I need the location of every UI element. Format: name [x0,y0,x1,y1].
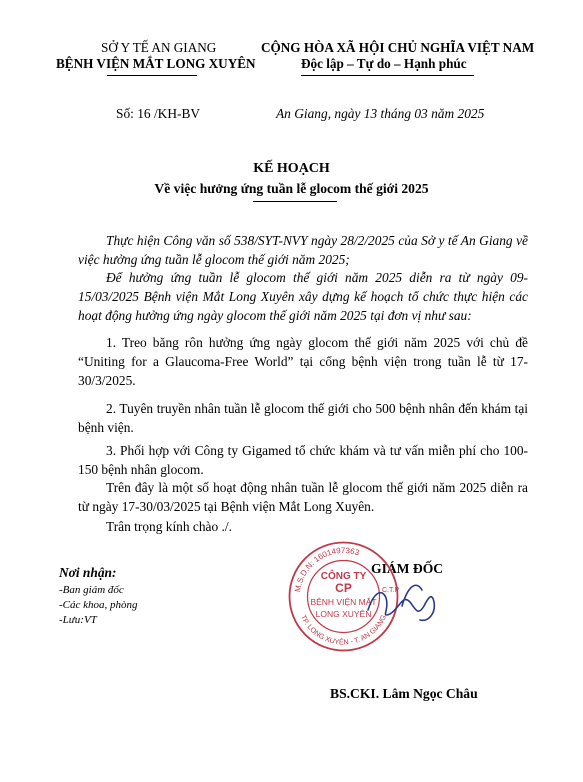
agency-name: SỞ Y TẾ AN GIANG [101,40,217,55]
plan-item-3: 3. Phối hợp với Công ty Gigamed tổ chức khám và tư vấn miễn phí cho 100-150 bệnh nhân glocom. [78,443,528,477]
document-number: Số: 16 /KH-BV [116,106,201,121]
motto-underline [301,75,474,76]
country-name: CỘNG HÒA XÃ HỘI CHỦ NGHĨA VIỆT NAM [261,40,535,55]
intro-paragraph-1: Thực hiện Công văn số 538/SYT-NVY ngày 28/2/2025 của Sở y tế An Giang về việc hưởng ứng tuần lễ glocom thế giới năm 2025; [78,233,528,267]
recipient-item: -Ban giám đốc [59,584,124,596]
document-title: KẾ HOẠCH [253,161,330,176]
stamp-ring-side: C.T.P [382,587,400,594]
stamp-line-3: BỆNH VIỆN MẮT [310,597,377,607]
signer-name: BS.CKI. Lâm Ngọc Châu [330,686,478,701]
place-date: An Giang, ngày 13 tháng 03 năm 2025 [276,106,485,121]
plan-item-1: 1. Treo băng rôn hưởng ứng ngày glocom thế giới năm 2025 với chủ đề “Uniting for a Glaucoma-Free World” tại cổng bệnh viện trong tuần lễ từ 17-30/3/2025. [78,335,528,388]
stamp-line-2: CP [335,581,352,595]
hospital-underline [107,75,197,76]
plan-item-2: 2. Tuyên truyền nhân tuần lễ glocom thế giới cho 500 bệnh nhân đến khám tại bệnh viện. [78,401,528,435]
stamp-ring-bottom: TP. LONG XUYÊN - T. AN GIANG [298,613,389,647]
national-motto: Độc lập – Tự do – Hạnh phúc [301,56,467,71]
hospital-name: BỆNH VIỆN MẮT LONG XUYÊN [56,56,256,71]
stamp-line-1: CÔNG TY [320,571,367,582]
stamp-ring-top: M.S.D.N: 1601497363 [293,545,361,593]
recipient-item: -Lưu:VT [59,614,97,626]
handwritten-signature [360,572,450,632]
title-underline [253,201,337,202]
summary-paragraph: Trên đây là một số hoạt động nhân tuần lễ glocom thế giới năm 2025 diễn ra từ ngày 17-30/03/2025 tại Bệnh viện Mắt Long Xuyên. [78,480,528,514]
closing-line: Trân trọng kính chào ./. [106,519,232,534]
stamp-line-4: LONG XUYÊN [315,609,372,619]
recipients-heading: Nơi nhận: [59,565,117,580]
signer-title: GIÁM ĐỐC [371,561,444,576]
intro-paragraph-2: Để hưởng ứng tuần lễ glocom thế giới năm 2025 diễn ra từ ngày 09-15/03/2025 Bệnh viện Mắt Long Xuyên xây dựng kế hoạch tổ chức thực hiện các hoạt động hưởng ứng ngày glocom thế giới năm 2025 tại đơn vị như sau: [78,270,528,323]
document-subtitle: Về việc hưởng ứng tuần lễ glocom thế giới 2025 [154,181,429,196]
recipient-item: -Các khoa, phòng [59,599,138,611]
